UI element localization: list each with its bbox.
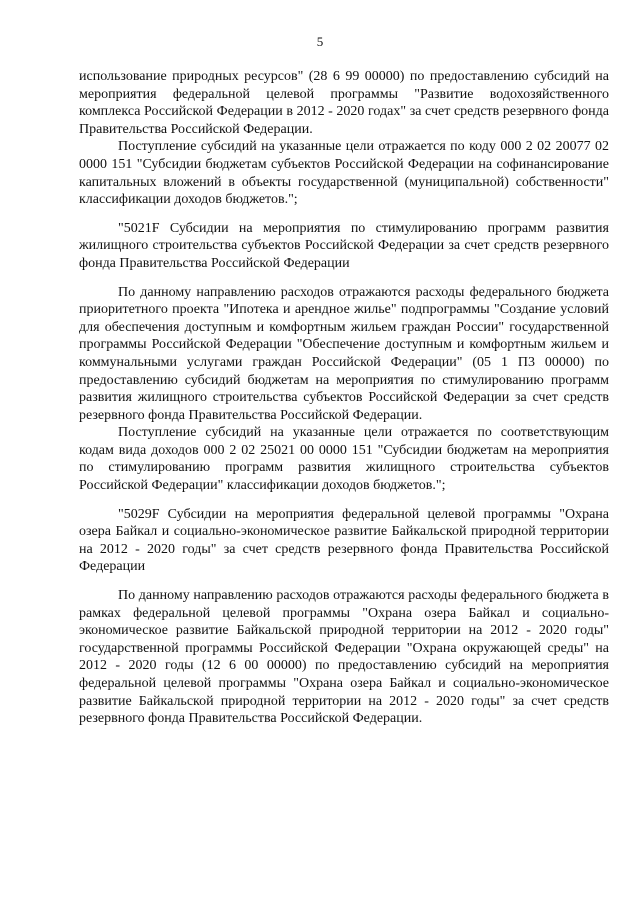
page-number: 5 <box>316 34 324 49</box>
paragraph-receipt-5021f: Поступление субсидий на указанные цели отражается по соответствующим кодам вида доходов 000 2 02 25021 00 0000 151 "Субсидии бюджетам на мероприятия по стимулированию программ развития жилищного строительства субъектов Российской Федерации" классификации доходов бюджетов."; <box>79 425 609 494</box>
paragraph-section-heading-5021f: "5021F Субсидии на мероприятия по стимулированию программ развития жилищного строительства субъектов Российской Федерации за счет средств резервного фонда Правительства Российской Федерации <box>79 220 609 271</box>
paragraph-continuation: использование природных ресурсов" (28 6 99 00000) по предоставлению субсидий на мероприятия федеральной целевой программы "Развитие водохозяйственного комплекса Российской Федерации в 2012 - 2020 годах" за счет средств резервного фонда Правительства Российской Федерации. <box>79 69 609 137</box>
paragraph-expenses-5021f: По данному направлению расходов отражаются расходы федерального бюджета приоритетного проекта "Ипотека и арендное жилье" подпрограммы "Создание условий для обеспечения доступным и комфортным жильем граждан России" государственной программы Российской Федерации "Обеспечение доступным и комфортным жильем и коммунальными услугами граждан Российской Федерации" (05 1 П3 00000) по предоставлению субсидий бюджетам на мероприятия по стимулированию программ развития жилищного строительства субъектов Российской Федерации за счет средств резервного фонда Правительства Российской Федерации. <box>79 284 609 423</box>
paragraph-expenses-5029f: По данному направлению расходов отражаются расходы федерального бюджета в рамках федеральной целевой программы "Охрана озера Байкал и социально-экономическое развитие Байкальской природной территории на 2012 - 2020 годы" государственной программы Российской Федерации "Охрана окружающей среды" на 2012 - 2020 годы (12 6 00 00000) по предоставлению субсидий на мероприятия федеральной целевой программы "Охрана озера Байкал и социально-экономическое развитие Байкальской природной территории на 2012 - 2020 годы" за счет средств резервного фонда Правительства Российской Федерации. <box>79 588 609 727</box>
paragraph-receipt-note: Поступление субсидий на указанные цели отражается по коду 000 2 02 20077 02 0000 151 "Субсидии бюджетам субъектов Российской Федерации на софинансирование капитальных вложений в объекты государственной (муниципальной) собственности" классификации доходов бюджетов."; <box>79 139 609 208</box>
document-body <box>79 68 609 728</box>
paragraph-section-heading-5029f: "5029F Субсидии на мероприятия федеральной целевой программы "Охрана озера Байкал и социально-экономическое развитие Байкальской природной территории на 2012 - 2020 годы" за счет средств резервного фонда Правительства Российской Федерации <box>79 506 609 575</box>
